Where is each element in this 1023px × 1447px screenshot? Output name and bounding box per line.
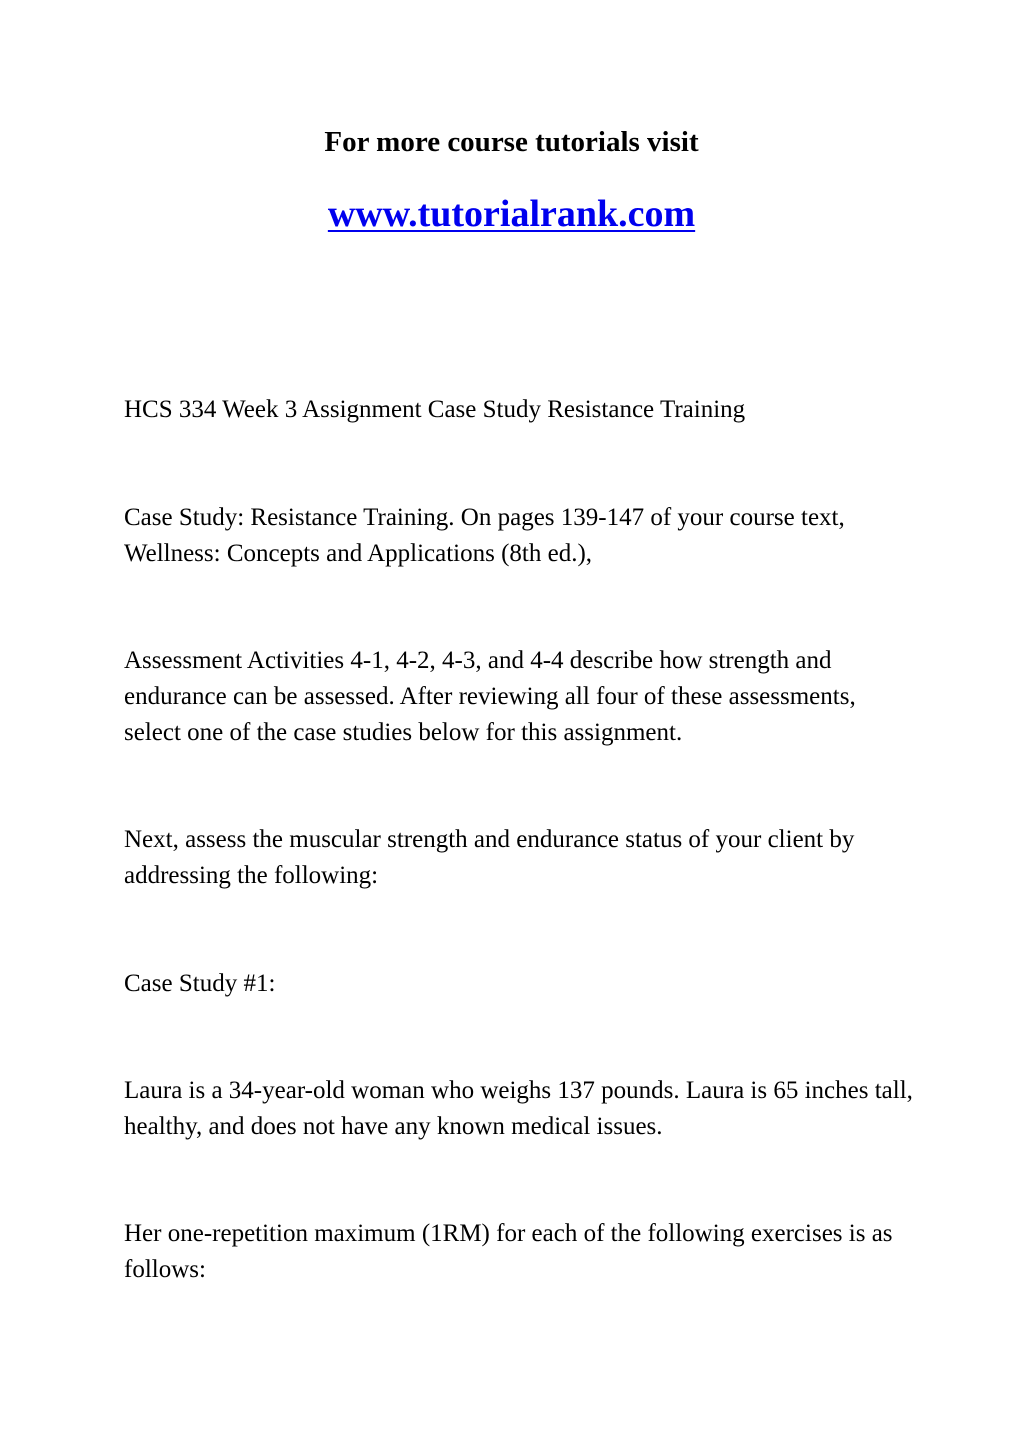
header-intro-text: For more course tutorials visit (324, 126, 699, 158)
paragraph-next-assess: Next, assess the muscular strength and endurance status of your client by addressing the following: (124, 826, 855, 889)
header-link-line (0, 191, 1023, 237)
document-title: HCS 334 Week 3 Assignment Case Study Resistance Training (124, 396, 746, 423)
paragraph-1rm-intro: Her one-repetition maximum (1RM) for each of the following exercises is as follows: (124, 1220, 893, 1283)
tutorialrank-link[interactable]: www.tutorialrank.com (327, 193, 696, 235)
paragraph-client-profile: Laura is a 34-year-old woman who weighs 137 pounds. Laura is 65 inches tall, healthy, and does not have any known medical issues. (124, 1077, 913, 1140)
paragraph-case-study-intro: Case Study: Resistance Training. On pages 139-147 of your course text, Wellness: Concepts and Applications (8th ed.), (124, 504, 845, 567)
paragraph-assessment-activities: Assessment Activities 4-1, 4-2, 4-3, and 4-4 describe how strength and endurance can be assessed. After reviewing all four of these assessments, select one of the case studies below for this assignment. (124, 647, 856, 746)
case-study-heading: Case Study #1: (124, 970, 276, 997)
